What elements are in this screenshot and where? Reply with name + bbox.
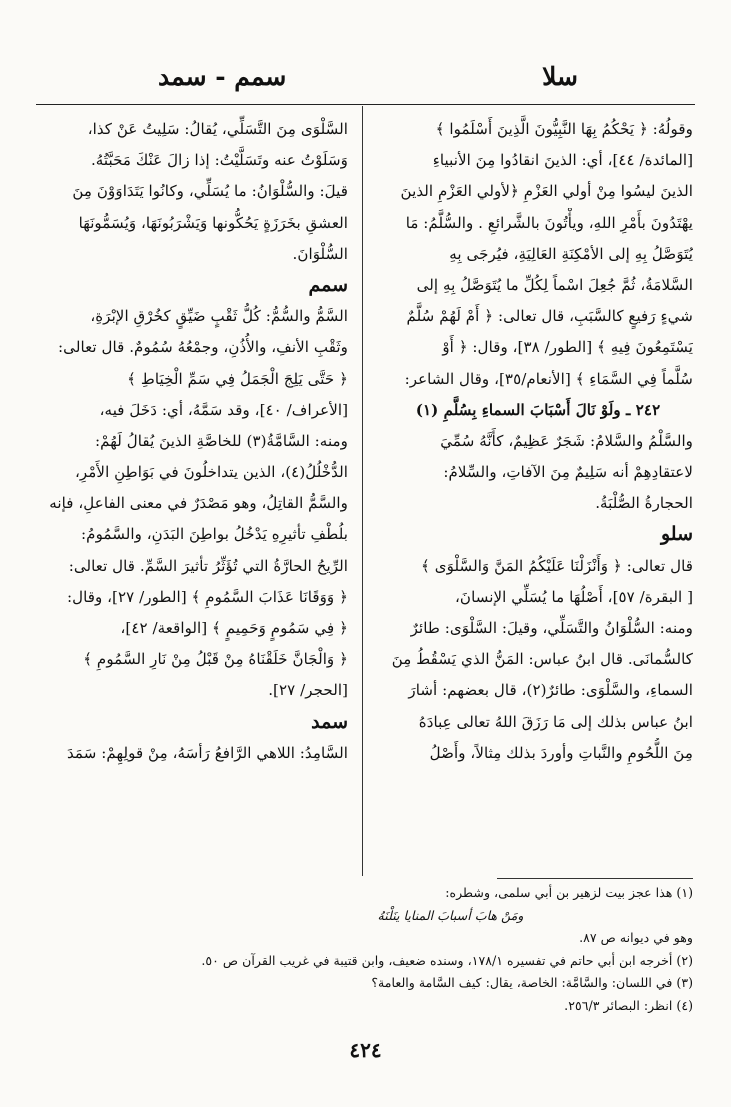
text-line: الذينَ ليسُوا مِنْ أولي العَزْمِ ﴿لأولي العَزْمِ الذينَ (400, 182, 693, 201)
text-line: [الحجر/ ٢٧]. (268, 681, 348, 700)
text-line: ابنُ عباس بذلك إلى مَا رَزَقَ اللهُ تعالى عِبادَهُ (418, 712, 693, 731)
text-line: ﴿ حَتَّى يَلِجَ الْجَمَلُ فِي سَمِّ الْخِيَاطِ ﴾ (127, 369, 348, 388)
text-line: ﴿ وَالْجَانَّ خَلَقْنَاهُ مِنْ قَبْلُ مِنْ نَارِ السَّمُومِ ﴾ (83, 650, 348, 669)
running-head-left: سمم - سمد (158, 62, 287, 91)
text-line: الرِّيحُ الحارَّةُ التي تُؤَثِّرُ تأثيرَ السَّمِّ. قال تعالى: (68, 556, 348, 575)
text-line: وثَقْبِ الأنفِ، والأُذُنِ، وجمْعُهُ سُمُومٌ. قال تعالى: (58, 338, 348, 357)
footnote: (١) هذا عجز بيت لزهير بن أبي سلمى، وشطره: (445, 885, 693, 900)
text-line: [الأعراف/ ٤٠]، وقد سَمَّهُ، أي: دَخَلَ فيه، (99, 400, 348, 419)
entry-heading: سمم (308, 273, 348, 296)
footnote: (٢) أخرجه ابن أبي حاتم في تفسيره ١٧٨/١، وسنده ضعيف، وابن قتيبة في غريب القرآن ص ٥٠. (201, 952, 693, 968)
text-line: مِنَ اللُّحُومِ والنَّباتِ وأوردَ بذلك مِثالاً، وأَصْلُ (429, 743, 693, 762)
footnote: (٤) انظر: البصائر ٢٥٦/٣. (564, 997, 693, 1013)
footnotes (38, 882, 693, 1017)
text-line: وقولُهُ: ﴿ يَحْكُمُ بِهَا النَّبِيُّونَ الَّذِينَ أَسْلَمُوا ﴾ (435, 120, 693, 138)
text-line: يُتَوَصَّلُ بِهِ إلى الأمْكِنَةِ العَالِيَةِ، فيُرجَى بِهِ (449, 244, 693, 263)
text-line: السَّلامَةُ، ثُمَّ جُعِلَ اسْماً لِكُلِّ ما يُتَوَصَّلُ بِهِ إلى (416, 275, 693, 294)
text-line: لاعتقادِهِمْ أنه سَلِيمٌ مِنَ الآفاتِ، والسِّلامُ: (443, 463, 693, 482)
text-line: [المائدة/ ٤٤]، أي: الذينَ انقادُوا مِنَ الأنبياءِ (432, 151, 693, 170)
right-column (383, 114, 693, 769)
entry-heading: سمد (311, 710, 348, 733)
page-number: ٤٢٤ (349, 1038, 382, 1062)
text-line: يهْتَدُونَ بأَمْرِ اللهِ، ويأْتُونَ بالشَّرائعِ . والسُّلَّمُ: مَا (405, 213, 693, 232)
poem-verse: ٢٤٢ ـ ولَوْ نَالَ أَسْبَابَ السماءِ بِسُلَّمِ (١) (415, 400, 661, 419)
text-line: السَّلْوَى مِنَ التَّسَلِّي، يُقالُ: سَلِيتُ عَنْ كذا، (87, 120, 348, 138)
text-line: السَّمُّ والسُّمُّ: كُلُّ ثَقْبٍ ضَيِّقٍ كخُرْقِ الإبْرَةِ، (90, 307, 348, 326)
running-head-right: سلا (542, 62, 578, 91)
text-line: والسَّلْمُ والسَّلامُ: شَجَرٌ عَظِيمٌ، كأَنَّهُ سُمِّيَ (440, 431, 693, 450)
text-line: قال تعالى: ﴿ وَأَنْزَلْنَا عَلَيْكُمُ المَنَّ وَالسَّلْوَى ﴾ (421, 556, 693, 575)
entry-heading: سلو (660, 523, 693, 546)
text-line: سُلَّماً فِي السَّمَاءِ ﴾ [الأنعام/٣٥]، وقال الشاعر: (404, 369, 693, 388)
text-line: السماءِ، والسَّلْوَى: طائرٌ(٢)، قال بعضهم: أشارَ (408, 681, 693, 700)
header-rule (36, 104, 695, 105)
text-line: والسَّمُّ القاتِلُ، وهو مَصْدَرٌ في معنى الفاعلِ، فإنه (49, 494, 348, 513)
text-line: شيءٍ رَفيعٍ كالسَّبَبِ، قال تعالى: ﴿ أَمْ لَهُمْ سُلَّمٌ (406, 307, 693, 326)
page-header (38, 62, 693, 96)
text-line: ومنه: السَّامَّةُ(٣) للخاصَّةِ الذينَ يُقالُ لَهُمْ: (95, 431, 348, 450)
column-divider (362, 106, 363, 876)
footnote: (٣) في اللسان: والسَّامَّة: الخاصة، يقال: كيف السَّامة والعامة؟ (371, 975, 693, 990)
text-line: السُّلْوَانَ. (292, 244, 348, 263)
text-line: وَسَلَوْتُ عنه وتَسَلَّيْتُ: إذا زالَ عَنْكَ مَحَبَّتُهُ. (90, 151, 348, 170)
text-line: الدُّخْلُلُ(٤)، الذين يتداخلُونَ في بَوَاطِنِ الأَمْرِ، (75, 463, 348, 482)
text-line: يَسْتَمِعُونَ فِيهِ ﴾ [الطور/ ٣٨]، وقال: ﴿ أَوْ (442, 338, 693, 357)
text-line: ﴿ فِي سَمُومٍ وَحَمِيمٍ ﴾ [الواقعة/ ٤٢]، (120, 619, 348, 637)
footnote: وهو في ديوانه ص ٨٧. (579, 930, 693, 945)
text-line: ﴿ وَوَقَانَا عَذَابَ السَّمُومِ ﴾ [الطور/ ٢٧]، وقال: (66, 587, 348, 606)
text-line: الحجارةُ الصُّلْبَةُ. (595, 494, 693, 513)
text-line: ومنه: السُّلْوَانُ والتَّسَلِّي، وقيلَ: السَّلْوَى: طائرٌ (410, 619, 693, 637)
left-column (38, 114, 348, 769)
text-line: كالسُّمانَى. قال ابنُ عباس: المَنُّ الذي يَسْقُطُ مِنَ (391, 650, 693, 669)
footnote-verse: ومَنْ هابَ أسبابَ المنايا ينَلْنَهُ (377, 907, 524, 923)
text-line: بلُطْفِ تأثيرِهِ يَدْخُلُ بواطِنَ البَدَنِ، والسَّمُومُ: (81, 525, 348, 544)
text-line: العشقِ بخَرَزَةٍ يَحُكُّونها وَيَشْرَبُونَهَا، وَيُسَمُّونَهَا (78, 213, 348, 232)
text-line: السَّامِدُ: اللاهي الرَّافعُ رَأسَهُ، مِنْ قولِهِمْ: سَمَدَ (66, 743, 348, 762)
footnote-rule (497, 878, 693, 879)
text-line: [ البقرة/ ٥٧]، أَصْلُهَا ما يُسَلِّي الإنسانَ، (455, 587, 693, 606)
text-line: قيلَ: والسُّلْوَانُ: ما يُسَلِّي، وكانُوا يَتَدَاوَوْنَ مِنَ (72, 182, 348, 201)
